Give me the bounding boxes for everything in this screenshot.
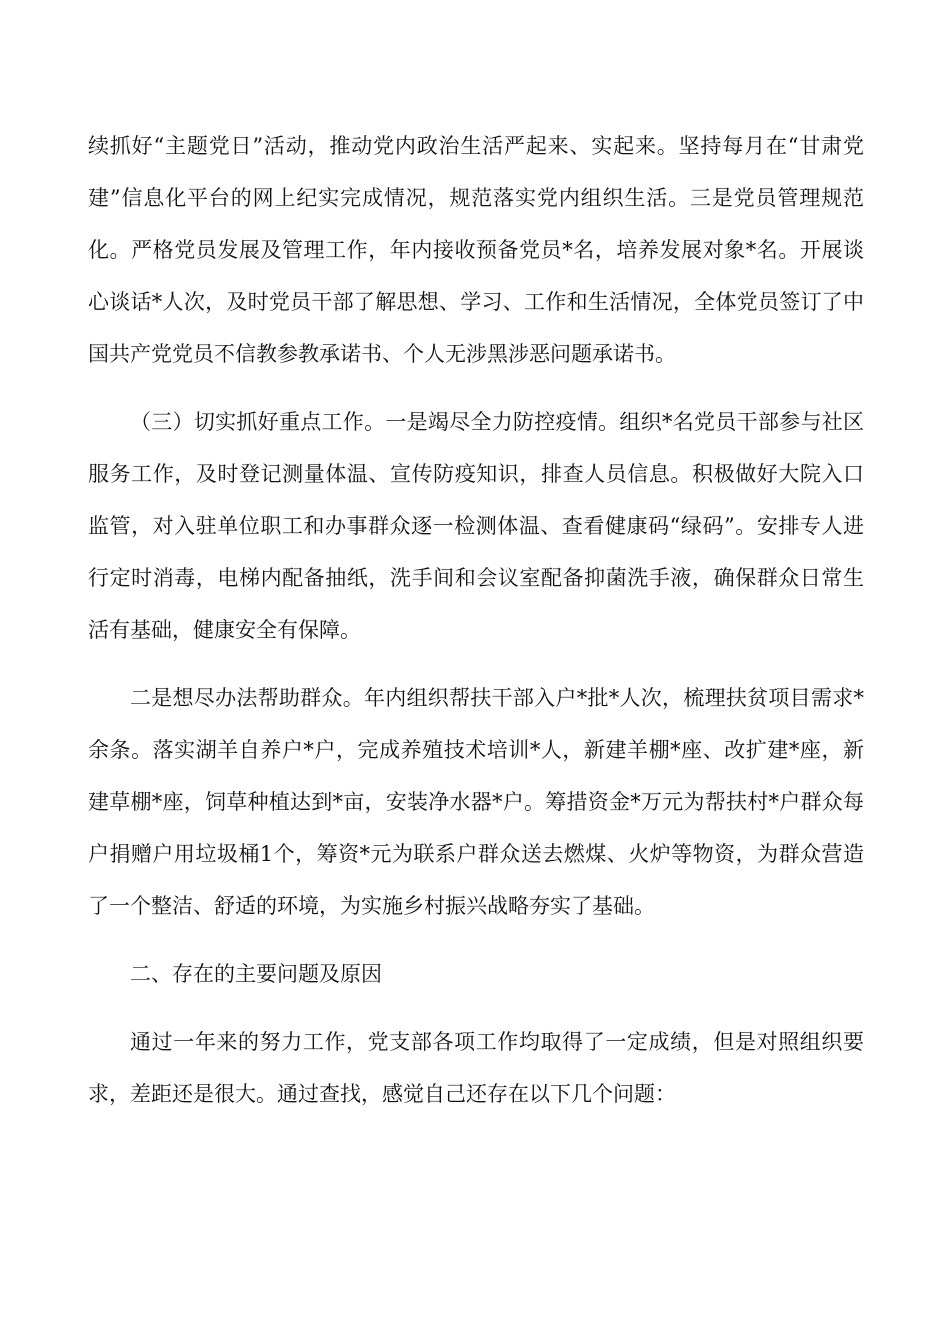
section-heading-problems: 二、存在的主要问题及原因 xyxy=(130,962,382,986)
paragraph-key-work-epidemic: （三）切实抓好重点工作。一是竭尽全力防控疫情。组织*名党员干部参与社区服务工作，及时登记测量体温、宣传防疫知识，排查人员信息。积极做好大院入口监管，对入驻单位职工和办事群众逐一检测体温、查看健康码“绿码”。安排专人进行定时消毒，电梯内配备抽纸，洗手间和会议室配备抑菌洗手液，确保群众日常生活有基础，健康安全有保障。 xyxy=(88,410,864,642)
paragraph-help-masses: 二是想尽办法帮助群众。年内组织帮扶干部入户*批*人次，梳理扶贫项目需求*余条。落实湖羊自养户*户，完成养殖技术培训*人，新建羊棚*座、改扩建*座，新建草棚*座，饲草种植达到*亩，安装净水器*户。筹措资金*万元为帮扶村*户群众每户捐赠户用垃圾桶1个，筹资*元为联系户群众送去燃煤、火炉等物资，为群众营造了一个整洁、舒适的环境，为实施乡村振兴战略夯实了基础。 xyxy=(88,686,864,918)
document-page xyxy=(88,120,864,1120)
paragraph-party-activities: 续抓好“主题党日”活动，推动党内政治生活严起来、实起来。坚持每月在“甘肃党建”信息化平台的网上纪实完成情况，规范落实党内组织生活。三是党员管理规范化。严格党员发展及管理工作，年内接收预备党员*名，培养发展对象*名。开展谈心谈话*人次，及时党员干部了解思想、学习、工作和生活情况，全体党员签订了中国共产党党员不信教参教承诺书、个人无涉黑涉恶问题承诺书。 xyxy=(88,134,864,366)
paragraph-problems-intro: 通过一年来的努力工作，党支部各项工作均取得了一定成绩，但是对照组织要求，差距还是很大。通过查找，感觉自己还存在以下几个问题： xyxy=(88,1030,864,1106)
